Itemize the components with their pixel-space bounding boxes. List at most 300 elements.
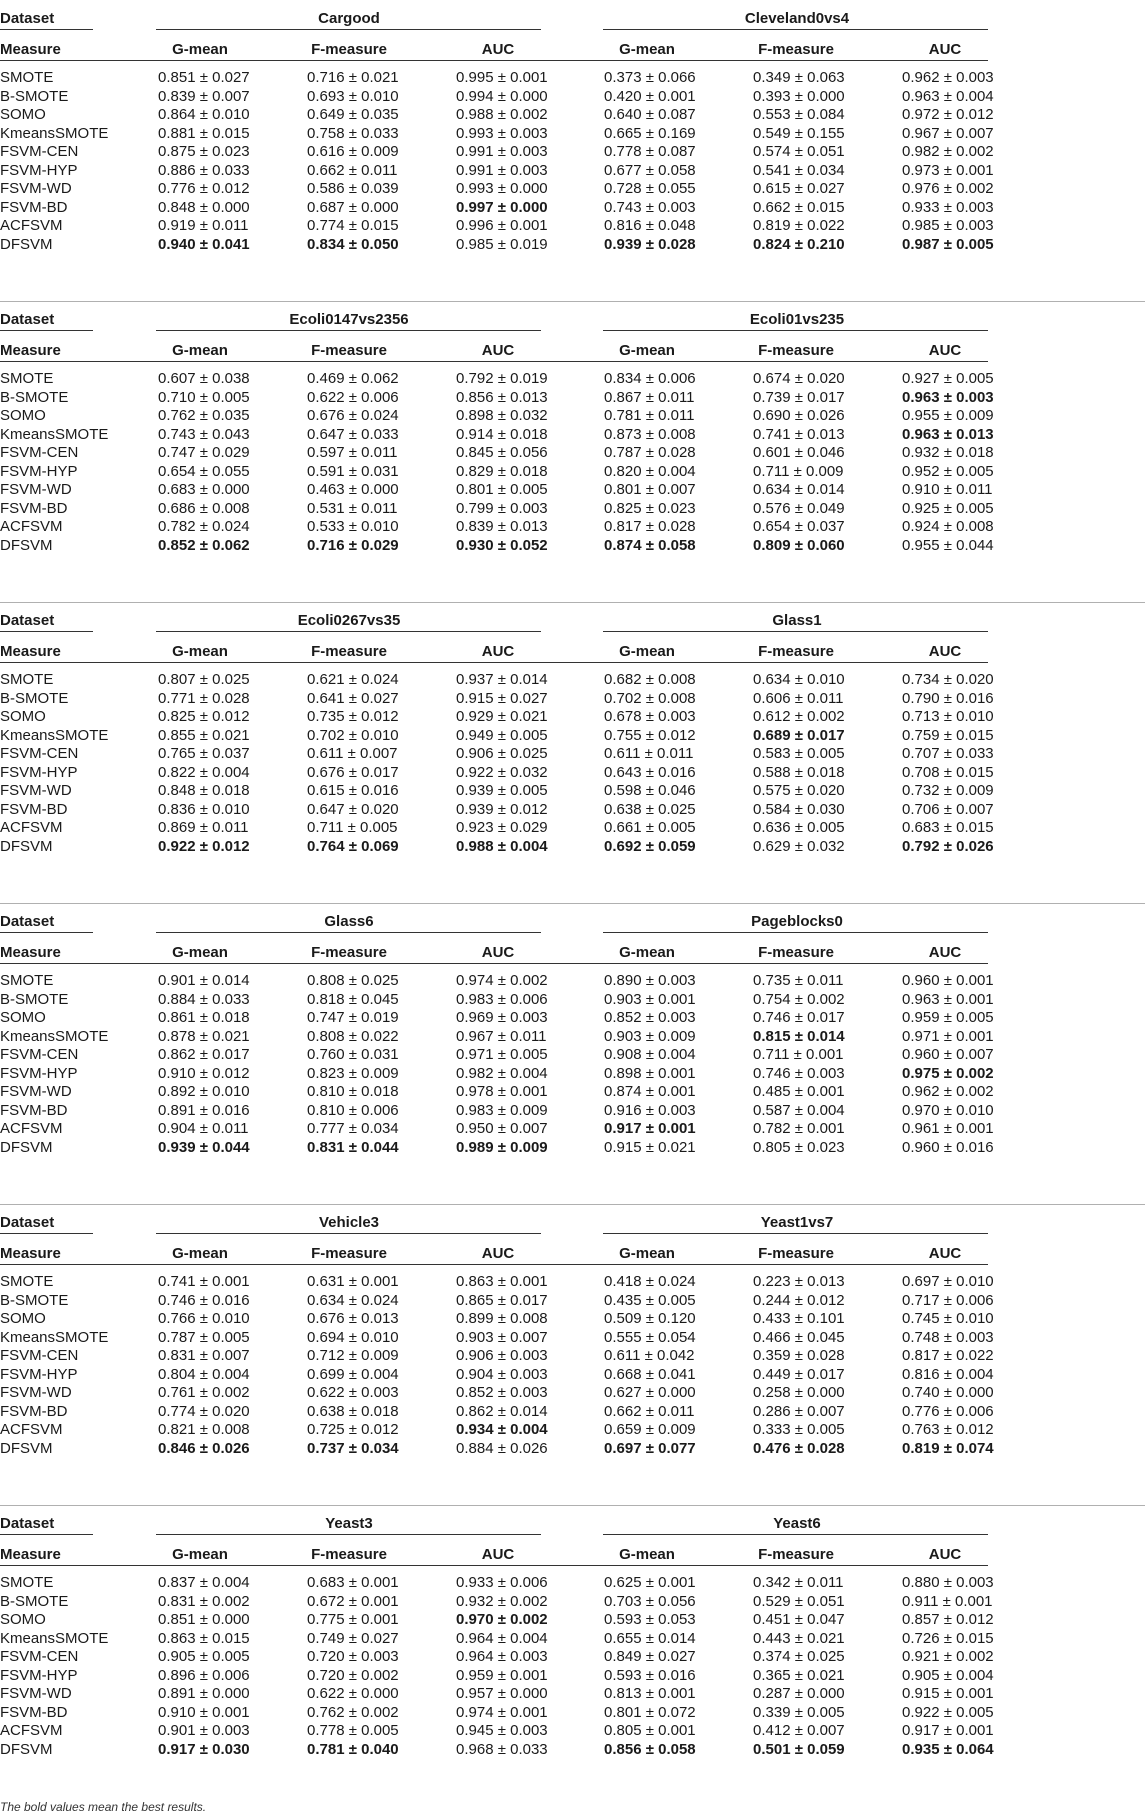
metric-value: 0.707 ± 0.033: [902, 745, 994, 762]
metric-value: 0.677 ± 0.058: [604, 161, 696, 179]
metric-value: 0.801 ± 0.005: [456, 481, 548, 498]
metric-value: 0.899 ± 0.008: [456, 1310, 548, 1327]
method-name: B-SMOTE: [0, 990, 69, 1008]
metric-value: 0.591 ± 0.031: [307, 462, 399, 480]
metric-value: 0.884 ± 0.026: [456, 1439, 548, 1457]
metric-value: 0.711 ± 0.001: [753, 1046, 844, 1063]
metric-value: 0.683 ± 0.015: [902, 819, 994, 836]
metric-value: 0.743 ± 0.003: [604, 198, 696, 216]
metric-value: 0.823 ± 0.009: [307, 1064, 399, 1082]
metric-value: 0.848 ± 0.018: [158, 782, 250, 799]
metric-value: 0.829 ± 0.018: [456, 462, 548, 480]
metric-value: 0.349 ± 0.063: [753, 69, 845, 86]
dataset-name: Cargood: [318, 10, 380, 27]
metric-value: 0.904 ± 0.003: [456, 1365, 548, 1383]
metric-value: 0.373 ± 0.066: [604, 69, 696, 86]
metric-value: 0.963 ± 0.004: [902, 87, 994, 105]
metric-value: 0.778 ± 0.087: [604, 143, 696, 160]
metric-value: 0.903 ± 0.009: [604, 1027, 696, 1045]
metric-value: 0.978 ± 0.001: [456, 1083, 548, 1100]
metric-value: 0.702 ± 0.008: [604, 689, 696, 707]
dataset-rule: [156, 1233, 541, 1234]
metric-value: 0.849 ± 0.027: [604, 1648, 696, 1665]
metric-value: 0.287 ± 0.000: [753, 1685, 845, 1702]
metric-value: 0.809 ± 0.060: [753, 536, 845, 554]
method-name: FSVM-CEN: [0, 1648, 79, 1665]
metric-value: 0.890 ± 0.003: [604, 972, 696, 989]
metric-value: 0.708 ± 0.015: [902, 763, 994, 781]
metric-value: 0.964 ± 0.004: [456, 1629, 548, 1647]
metric-value: 0.962 ± 0.003: [902, 69, 994, 86]
metric-value: 0.884 ± 0.033: [158, 990, 250, 1008]
method-name: FSVM-WD: [0, 1384, 72, 1401]
metric-value: 0.815 ± 0.014: [753, 1027, 845, 1045]
metric-value: 0.774 ± 0.015: [307, 217, 399, 234]
metric-value: 0.746 ± 0.017: [753, 1009, 845, 1026]
metric-value: 0.808 ± 0.022: [307, 1027, 399, 1045]
metric-value: 0.734 ± 0.020: [902, 671, 994, 688]
method-name: KmeansSMOTE: [0, 124, 109, 142]
metric-value: 0.878 ± 0.021: [158, 1027, 250, 1045]
metric-value: 0.973 ± 0.001: [902, 161, 994, 179]
metric-value: 0.763 ± 0.012: [902, 1421, 994, 1438]
metric-value: 0.755 ± 0.012: [604, 726, 696, 744]
method-name: ACFSVM: [0, 1722, 63, 1739]
metric-value: 0.717 ± 0.006: [902, 1291, 994, 1309]
metric-value: 0.748 ± 0.003: [902, 1328, 994, 1346]
method-name: B-SMOTE: [0, 388, 69, 406]
metric-value: 0.787 ± 0.005: [158, 1328, 250, 1346]
method-name: B-SMOTE: [0, 1592, 69, 1610]
dataset-name: Ecoli0267vs35: [297, 612, 401, 629]
metric-header: F-measure: [758, 342, 834, 359]
metric-value: 0.963 ± 0.001: [902, 990, 994, 1008]
metric-value: 0.960 ± 0.001: [902, 972, 994, 989]
metric-value: 0.997 ± 0.000: [456, 198, 548, 216]
metric-value: 0.967 ± 0.011: [456, 1027, 547, 1045]
dataset-rule: [603, 932, 988, 933]
metric-value: 0.901 ± 0.014: [158, 972, 250, 989]
metric-value: 0.647 ± 0.033: [307, 425, 399, 443]
metric-value: 0.765 ± 0.037: [158, 745, 250, 762]
metric-value: 0.451 ± 0.047: [753, 1611, 845, 1628]
metric-value: 0.819 ± 0.022: [753, 217, 845, 234]
method-name: SMOTE: [0, 972, 54, 989]
metric-value: 0.476 ± 0.028: [753, 1439, 845, 1457]
metric-value: 0.960 ± 0.016: [902, 1138, 994, 1156]
metric-value: 0.917 ± 0.030: [158, 1740, 250, 1758]
method-name: SOMO: [0, 106, 46, 123]
metric-value: 0.606 ± 0.011: [753, 689, 844, 707]
metric-value: 0.801 ± 0.007: [604, 481, 696, 498]
metric-value: 0.917 ± 0.001: [902, 1722, 994, 1739]
metric-value: 0.839 ± 0.007: [158, 87, 250, 105]
metric-value: 0.716 ± 0.021: [307, 69, 399, 86]
dataset-block: [0, 903, 1145, 1204]
metric-value: 0.374 ± 0.025: [753, 1648, 845, 1665]
metric-value: 0.922 ± 0.032: [456, 763, 548, 781]
metric-value: 0.822 ± 0.004: [158, 763, 250, 781]
metric-value: 0.831 ± 0.044: [307, 1138, 399, 1156]
metric-value: 0.924 ± 0.008: [902, 518, 994, 535]
metric-value: 0.638 ± 0.018: [307, 1402, 399, 1420]
metric-value: 0.818 ± 0.045: [307, 990, 399, 1008]
metric-value: 0.611 ± 0.007: [307, 745, 398, 762]
metric-value: 0.804 ± 0.004: [158, 1365, 250, 1383]
metric-header: AUC: [928, 1546, 962, 1563]
metric-header: G-mean: [172, 342, 228, 359]
dataset-name: Glass6: [324, 913, 374, 930]
method-name: SMOTE: [0, 69, 54, 86]
metric-value: 0.412 ± 0.007: [753, 1722, 845, 1739]
metric-value: 0.678 ± 0.003: [604, 708, 696, 725]
method-name: FSVM-WD: [0, 1083, 72, 1100]
metric-value: 0.711 ± 0.009: [753, 462, 844, 480]
metric-value: 0.906 ± 0.025: [456, 745, 548, 762]
metric-header: F-measure: [311, 1245, 387, 1262]
dataset-rule: [603, 330, 988, 331]
metric-header: G-mean: [172, 944, 228, 961]
metric-value: 0.939 ± 0.044: [158, 1138, 250, 1156]
metric-value: 0.848 ± 0.000: [158, 198, 250, 216]
metric-value: 0.817 ± 0.028: [604, 518, 696, 535]
dataset-name: Yeast3: [325, 1515, 373, 1532]
metric-value: 0.824 ± 0.210: [753, 235, 845, 253]
metric-header: G-mean: [172, 1546, 228, 1563]
header-rule: [0, 631, 93, 632]
metric-value: 0.649 ± 0.035: [307, 106, 399, 123]
header-rule: [0, 1534, 93, 1535]
metric-header: G-mean: [619, 41, 675, 58]
method-name: FSVM-WD: [0, 481, 72, 498]
metric-value: 0.625 ± 0.001: [604, 1574, 696, 1591]
measure-label: Measure: [0, 1546, 61, 1563]
metric-value: 0.790 ± 0.016: [902, 689, 994, 707]
metric-value: 0.891 ± 0.000: [158, 1685, 250, 1702]
metric-value: 0.991 ± 0.003: [456, 161, 548, 179]
method-name: FSVM-CEN: [0, 745, 79, 762]
metric-value: 0.939 ± 0.028: [604, 235, 696, 253]
metric-header: G-mean: [172, 643, 228, 660]
metric-value: 0.720 ± 0.002: [307, 1666, 399, 1684]
dataset-name: Glass1: [772, 612, 822, 629]
metric-value: 0.985 ± 0.003: [902, 217, 994, 234]
metric-value: 0.975 ± 0.002: [902, 1064, 994, 1082]
metric-value: 0.862 ± 0.017: [158, 1046, 250, 1063]
metric-value: 0.874 ± 0.058: [604, 536, 696, 554]
method-name: FSVM-HYP: [0, 763, 78, 781]
metric-value: 0.713 ± 0.010: [902, 708, 994, 725]
metric-header: F-measure: [311, 1546, 387, 1563]
metric-value: 0.683 ± 0.000: [158, 481, 250, 498]
metric-value: 0.905 ± 0.004: [902, 1666, 994, 1684]
metric-value: 0.686 ± 0.008: [158, 499, 250, 517]
metric-value: 0.839 ± 0.013: [456, 518, 548, 535]
metric-value: 0.949 ± 0.005: [456, 726, 548, 744]
metric-value: 0.808 ± 0.025: [307, 972, 399, 989]
dataset-block: [0, 602, 1145, 903]
metric-value: 0.914 ± 0.018: [456, 425, 548, 443]
metric-value: 0.593 ± 0.016: [604, 1666, 696, 1684]
method-name: KmeansSMOTE: [0, 1328, 109, 1346]
metric-value: 0.932 ± 0.018: [902, 444, 994, 461]
metric-value: 0.687 ± 0.000: [307, 198, 399, 216]
metric-value: 0.910 ± 0.012: [158, 1064, 250, 1082]
method-name: B-SMOTE: [0, 87, 69, 105]
metric-value: 0.939 ± 0.005: [456, 782, 548, 799]
metric-value: 0.834 ± 0.050: [307, 235, 399, 253]
metric-header: F-measure: [311, 643, 387, 660]
metric-value: 0.553 ± 0.084: [753, 106, 845, 123]
metric-value: 0.689 ± 0.017: [753, 726, 845, 744]
metric-value: 0.970 ± 0.010: [902, 1101, 994, 1119]
metric-value: 0.622 ± 0.003: [307, 1384, 399, 1401]
metric-value: 0.741 ± 0.013: [753, 425, 845, 443]
metric-header: F-measure: [311, 342, 387, 359]
metric-value: 0.955 ± 0.009: [902, 407, 994, 424]
metric-value: 0.932 ± 0.002: [456, 1592, 548, 1610]
metric-value: 0.676 ± 0.017: [307, 763, 399, 781]
dataset-block: [0, 0, 1145, 301]
metric-value: 0.989 ± 0.009: [456, 1138, 548, 1156]
metric-value: 0.792 ± 0.019: [456, 370, 548, 387]
metric-value: 0.933 ± 0.003: [902, 198, 994, 216]
metric-value: 0.857 ± 0.012: [902, 1611, 994, 1628]
metric-value: 0.925 ± 0.005: [902, 499, 994, 517]
metric-value: 0.629 ± 0.032: [753, 837, 845, 855]
metric-header: AUC: [481, 643, 515, 660]
metric-value: 0.886 ± 0.033: [158, 161, 250, 179]
metric-value: 0.787 ± 0.028: [604, 444, 696, 461]
metric-value: 0.862 ± 0.014: [456, 1402, 548, 1420]
metric-value: 0.945 ± 0.003: [456, 1722, 548, 1739]
metric-value: 0.856 ± 0.058: [604, 1740, 696, 1758]
metric-header: F-measure: [311, 41, 387, 58]
metric-header: AUC: [928, 41, 962, 58]
metric-value: 0.339 ± 0.005: [753, 1703, 845, 1721]
metric-value: 0.726 ± 0.015: [902, 1629, 994, 1647]
method-name: KmeansSMOTE: [0, 1027, 109, 1045]
metric-value: 0.969 ± 0.003: [456, 1009, 548, 1026]
metric-value: 0.743 ± 0.043: [158, 425, 250, 443]
method-name: FSVM-BD: [0, 499, 68, 517]
metric-value: 0.983 ± 0.009: [456, 1101, 548, 1119]
metric-value: 0.627 ± 0.000: [604, 1384, 696, 1401]
metric-value: 0.588 ± 0.018: [753, 763, 845, 781]
metric-value: 0.576 ± 0.049: [753, 499, 845, 517]
table-footnote: The bold values mean the best results.: [0, 1800, 207, 1814]
method-name: FSVM-HYP: [0, 161, 78, 179]
metric-value: 0.711 ± 0.005: [307, 819, 398, 836]
metric-value: 0.682 ± 0.008: [604, 671, 696, 688]
metric-value: 0.927 ± 0.005: [902, 370, 994, 387]
header-rule: [0, 963, 988, 964]
metric-value: 0.781 ± 0.011: [604, 407, 695, 424]
metric-value: 0.244 ± 0.012: [753, 1291, 845, 1309]
dataset-label: Dataset: [0, 311, 55, 328]
metric-value: 0.420 ± 0.001: [604, 87, 696, 105]
metric-value: 0.974 ± 0.002: [456, 972, 548, 989]
metric-header: AUC: [928, 342, 962, 359]
metric-value: 0.694 ± 0.010: [307, 1328, 399, 1346]
metric-value: 0.961 ± 0.001: [902, 1120, 994, 1137]
metric-value: 0.643 ± 0.016: [604, 763, 696, 781]
metric-value: 0.759 ± 0.015: [902, 726, 994, 744]
metric-value: 0.974 ± 0.001: [456, 1703, 548, 1721]
metric-value: 0.995 ± 0.001: [456, 69, 548, 86]
metric-value: 0.286 ± 0.007: [753, 1402, 845, 1420]
metric-header: G-mean: [172, 41, 228, 58]
method-name: FSVM-CEN: [0, 143, 79, 160]
metric-value: 0.777 ± 0.034: [307, 1120, 399, 1137]
metric-value: 0.972 ± 0.012: [902, 106, 994, 123]
metric-value: 0.934 ± 0.004: [456, 1421, 548, 1438]
metric-value: 0.959 ± 0.001: [456, 1666, 548, 1684]
metric-value: 0.634 ± 0.010: [753, 671, 845, 688]
header-rule: [0, 932, 93, 933]
metric-value: 0.574 ± 0.051: [753, 143, 845, 160]
method-name: FSVM-CEN: [0, 1347, 79, 1364]
metric-value: 0.706 ± 0.007: [902, 800, 994, 818]
metric-value: 0.597 ± 0.011: [307, 444, 398, 461]
method-name: SOMO: [0, 407, 46, 424]
metric-value: 0.805 ± 0.023: [753, 1138, 845, 1156]
metric-value: 0.611 ± 0.011: [604, 745, 694, 762]
metric-value: 0.485 ± 0.001: [753, 1083, 845, 1100]
metric-value: 0.703 ± 0.056: [604, 1592, 696, 1610]
metric-value: 0.529 ± 0.051: [753, 1592, 845, 1610]
dataset-name: Yeast6: [773, 1515, 821, 1532]
metric-value: 0.874 ± 0.001: [604, 1083, 696, 1100]
metric-value: 0.993 ± 0.003: [456, 124, 548, 142]
metric-header: G-mean: [619, 643, 675, 660]
metric-value: 0.749 ± 0.027: [307, 1629, 399, 1647]
metric-value: 0.982 ± 0.002: [902, 143, 994, 160]
metric-header: AUC: [481, 342, 515, 359]
header-rule: [0, 60, 988, 61]
method-name: DFSVM: [0, 235, 53, 253]
metric-value: 0.621 ± 0.024: [307, 671, 399, 688]
metric-value: 0.880 ± 0.003: [902, 1574, 994, 1591]
metric-value: 0.778 ± 0.005: [307, 1722, 399, 1739]
header-rule: [0, 1233, 93, 1234]
metric-header: G-mean: [172, 1245, 228, 1262]
dataset-name: Pageblocks0: [751, 913, 843, 930]
metric-header: AUC: [928, 1245, 962, 1262]
metric-value: 0.342 ± 0.011: [753, 1574, 844, 1591]
dataset-rule: [603, 631, 988, 632]
metric-value: 0.968 ± 0.033: [456, 1740, 548, 1758]
metric-value: 0.855 ± 0.021: [158, 726, 250, 744]
method-name: SMOTE: [0, 370, 54, 387]
dataset-rule: [603, 29, 988, 30]
method-name: SMOTE: [0, 1273, 54, 1290]
metric-value: 0.638 ± 0.025: [604, 800, 696, 818]
metric-value: 0.881 ± 0.015: [158, 124, 250, 142]
metric-value: 0.716 ± 0.029: [307, 536, 399, 554]
metric-value: 0.923 ± 0.029: [456, 819, 548, 836]
metric-value: 0.662 ± 0.011: [307, 161, 398, 179]
metric-value: 0.782 ± 0.024: [158, 518, 250, 535]
metric-value: 0.433 ± 0.101: [753, 1310, 845, 1327]
metric-header: F-measure: [758, 1245, 834, 1262]
metric-value: 0.911 ± 0.001: [902, 1592, 993, 1610]
metric-value: 0.469 ± 0.062: [307, 370, 399, 387]
measure-label: Measure: [0, 41, 61, 58]
method-name: DFSVM: [0, 1138, 53, 1156]
header-rule: [0, 29, 93, 30]
metric-value: 0.970 ± 0.002: [456, 1611, 548, 1628]
metric-header: AUC: [481, 1546, 515, 1563]
metric-value: 0.988 ± 0.004: [456, 837, 548, 855]
dataset-name: Cleveland0vs4: [744, 10, 850, 27]
measure-label: Measure: [0, 944, 61, 961]
metric-value: 0.957 ± 0.000: [456, 1685, 548, 1702]
metric-value: 0.634 ± 0.024: [307, 1291, 399, 1309]
metric-value: 0.746 ± 0.003: [753, 1064, 845, 1082]
metric-value: 0.762 ± 0.035: [158, 407, 250, 424]
metric-value: 0.982 ± 0.004: [456, 1064, 548, 1082]
metric-value: 0.741 ± 0.001: [158, 1273, 250, 1290]
metric-value: 0.896 ± 0.006: [158, 1666, 250, 1684]
header-rule: [0, 330, 93, 331]
metric-value: 0.910 ± 0.011: [902, 481, 993, 498]
metric-value: 0.775 ± 0.001: [307, 1611, 399, 1628]
dataset-block: [0, 301, 1145, 602]
metric-value: 0.810 ± 0.006: [307, 1101, 399, 1119]
metric-value: 0.846 ± 0.026: [158, 1439, 250, 1457]
metric-value: 0.699 ± 0.004: [307, 1365, 399, 1383]
metric-value: 0.875 ± 0.023: [158, 143, 250, 160]
dataset-label: Dataset: [0, 10, 55, 27]
metric-value: 0.831 ± 0.007: [158, 1347, 250, 1364]
metric-value: 0.940 ± 0.041: [158, 235, 250, 253]
metric-value: 0.776 ± 0.006: [902, 1402, 994, 1420]
metric-value: 0.697 ± 0.010: [902, 1273, 994, 1290]
metric-value: 0.393 ± 0.000: [753, 87, 845, 105]
metric-header: G-mean: [619, 944, 675, 961]
metric-value: 0.851 ± 0.027: [158, 69, 250, 86]
metric-value: 0.223 ± 0.013: [753, 1273, 845, 1290]
metric-value: 0.825 ± 0.012: [158, 708, 250, 725]
metric-value: 0.903 ± 0.001: [604, 990, 696, 1008]
metric-value: 0.891 ± 0.016: [158, 1101, 250, 1119]
metric-value: 0.915 ± 0.027: [456, 689, 548, 707]
metric-header: F-measure: [758, 41, 834, 58]
method-name: ACFSVM: [0, 217, 63, 234]
dataset-label: Dataset: [0, 1214, 55, 1231]
metric-value: 0.898 ± 0.032: [456, 407, 548, 424]
metric-value: 0.622 ± 0.006: [307, 388, 399, 406]
metric-header: F-measure: [758, 1546, 834, 1563]
metric-value: 0.836 ± 0.010: [158, 800, 250, 818]
method-name: FSVM-CEN: [0, 1046, 79, 1063]
method-name: FSVM-HYP: [0, 1666, 78, 1684]
metric-value: 0.661 ± 0.005: [604, 819, 696, 836]
metric-value: 0.258 ± 0.000: [753, 1384, 845, 1401]
metric-value: 0.831 ± 0.002: [158, 1592, 250, 1610]
metric-value: 0.856 ± 0.013: [456, 388, 548, 406]
metric-value: 0.712 ± 0.009: [307, 1347, 399, 1364]
metric-value: 0.676 ± 0.013: [307, 1310, 399, 1327]
dataset-rule: [156, 631, 541, 632]
method-name: FSVM-BD: [0, 800, 68, 818]
metric-value: 0.867 ± 0.011: [604, 388, 695, 406]
metric-value: 0.443 ± 0.021: [753, 1629, 845, 1647]
metric-value: 0.647 ± 0.020: [307, 800, 399, 818]
metric-value: 0.747 ± 0.029: [158, 444, 250, 461]
metric-value: 0.939 ± 0.012: [456, 800, 548, 818]
